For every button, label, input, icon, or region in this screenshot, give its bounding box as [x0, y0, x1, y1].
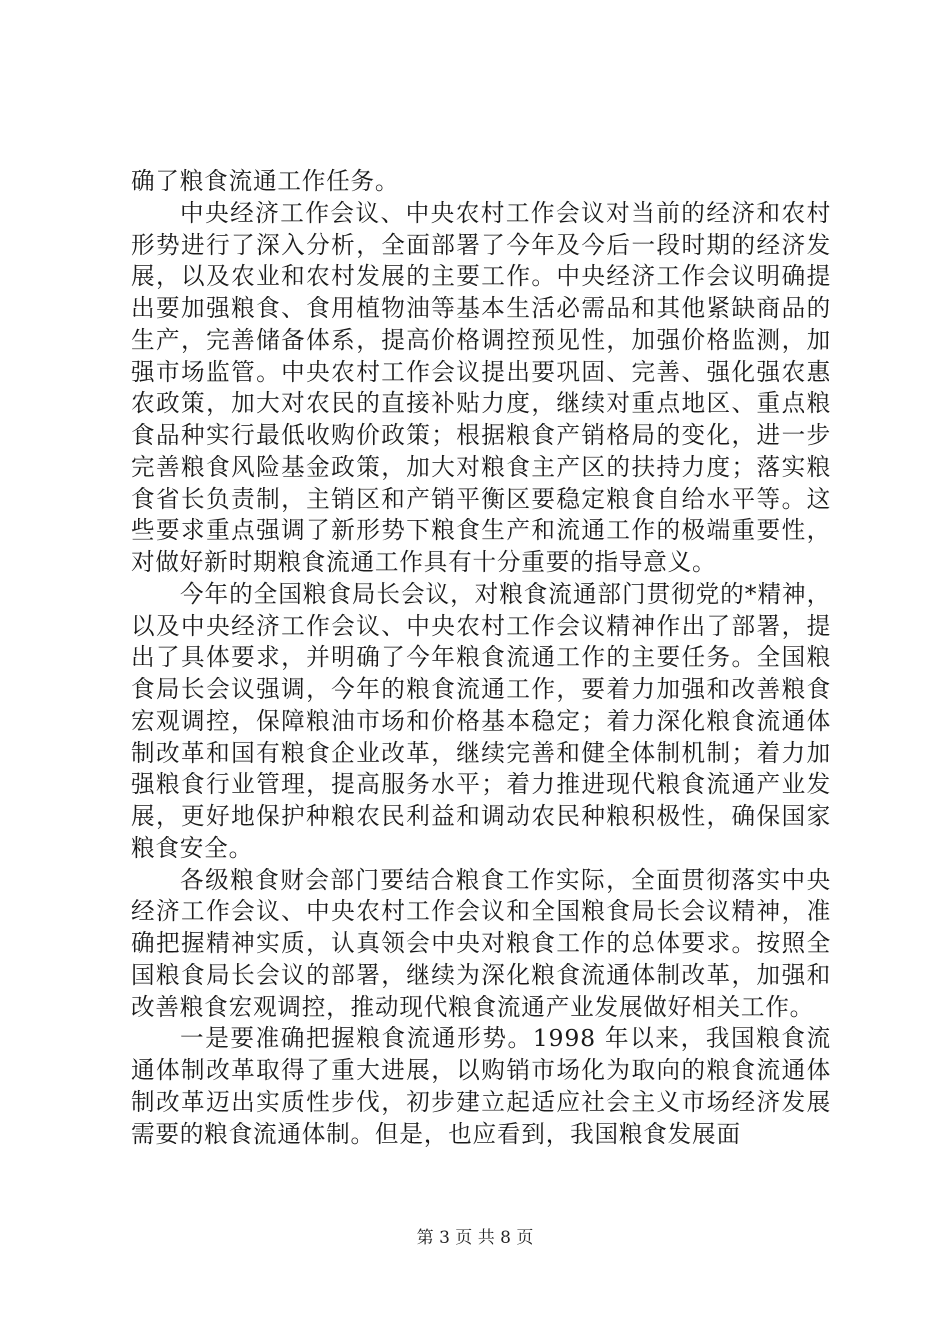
document-body: [131, 166, 831, 1150]
paragraph-3: 今年的全国粮食局长会议，对粮食流通部门贯彻党的*精神，以及中央经济工作会议、中央农村工作会议精神作出了部署，提出了具体要求，并明确了今年粮食流通工作的主要任务。全国粮食局长会议强调，今年的粮食流通工作，要着力加强和改善粮食宏观调控，保障粮油市场和价格基本稳定；着力深化粮食流通体制改革和国有粮食企业改革，继续完善和健全体制机制；着力加强粮食行业管理，提高服务水平；着力推进现代粮食流通产业发展，更好地保护种粮农民利益和调动农民种粮积极性，确保国家粮食安全。: [131, 579, 831, 862]
paragraph-5: 一是要准确把握粮食流通形势。1998 年以来，我国粮食流通体制改革取得了重大进展，以购销市场化为取向的粮食流通体制改革迈出实质性步伐，初步建立起适应社会主义市场经济发展需要的粮食流通体制。但是，也应看到，我国粮食发展面: [131, 1024, 831, 1148]
paragraph-1: 确了粮食流通工作任务。: [131, 167, 400, 195]
page-footer: 第 3 页 共 8 页: [416, 1228, 534, 1248]
paragraph-2: 中央经济工作会议、中央农村工作会议对当前的经济和农村形势进行了深入分析，全面部署了今年及今后一段时期的经济发展，以及农业和农村发展的主要工作。中央经济工作会议明确提出要加强粮食、食用植物油等基本生活必需品和其他紧缺商品的生产，完善储备体系，提高价格调控预见性，加强价格监测，加强市场监管。中央农村工作会议提出要巩固、完善、强化强农惠农政策，加大对农民的直接补贴力度，继续对重点地区、重点粮食品种实行最低收购价政策；根据粮食产销格局的变化，进一步完善粮食风险基金政策，加大对粮食主产区的扶持力度；落实粮食省长负责制，主销区和产销平衡区要稳定粮食自给水平等。这些要求重点强调了新形势下粮食生产和流通工作的极端重要性，对做好新时期粮食流通工作具有十分重要的指导意义。: [131, 198, 831, 576]
paragraph-4: 各级粮食财会部门要结合粮食工作实际，全面贯彻落实中央经济工作会议、中央农村工作会议和全国粮食局长会议精神，准确把握精神实质，认真领会中央对粮食工作的总体要求。按照全国粮食局长会议的部署，继续为深化粮食流通体制改革，加强和改善粮食宏观调控，推动现代粮食流通产业发展做好相关工作。: [131, 865, 831, 1021]
